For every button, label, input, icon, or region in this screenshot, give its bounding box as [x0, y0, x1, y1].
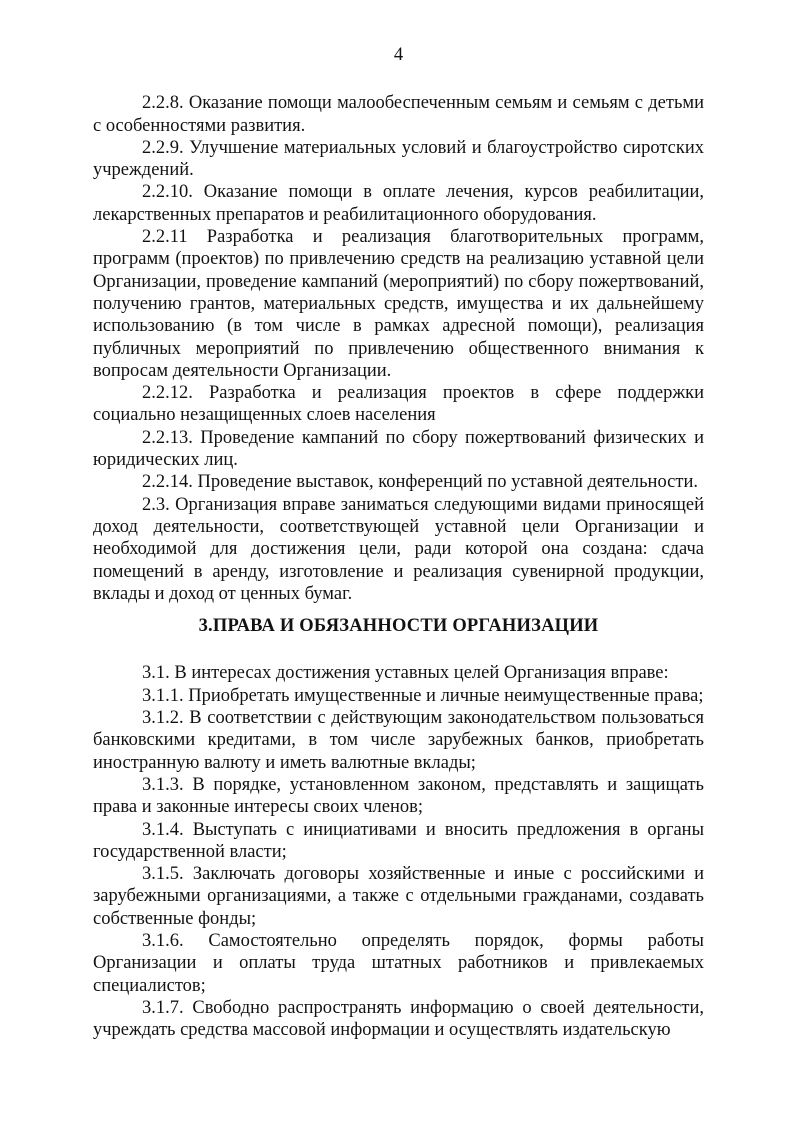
paragraph: 3.1.6. Самостоятельно определять порядок, формы работы Организации и оплаты труда штатных работников и привлекаемых специалистов; — [93, 930, 704, 996]
paragraph: 2.2.8. Оказание помощи малообеспеченным семьям и семьям с детьми с особенностями развития. — [93, 93, 704, 136]
paragraph: 3.1.1. Приобретать имущественные и личные неимущественные права; — [142, 685, 704, 706]
paragraph: 2.2.13. Проведение кампаний по сбору пожертвований физических и юридических лиц. — [93, 427, 704, 471]
paragraph: 3.1.2. В соответствии с действующим законодательством пользоваться банковскими кредитами, в том числе зарубежных банков, приобретать иностранную валюту и иметь валютные вклады; — [93, 708, 704, 773]
paragraph: 2.2.10. Оказание помощи в оплате лечения, курсов реабилитации, лекарственных препаратов и реабилитационного оборудования. — [93, 182, 704, 225]
document-body — [93, 92, 704, 1041]
paragraph: 3.1.3. В порядке, установленном законом, представлять и защищать права и законные интересы своих членов; — [93, 774, 704, 818]
paragraph: 2.2.11 Разработка и реализация благотворительных программ, программ (проектов) по привлечению средств на реализацию уставной цели Организации, проведение кампаний (мероприятий) по сбору пожертвований, получению грантов, материальных средств, имущества и их дальнейшему использованию (в том числе в рамках адресной помощи), реализация публичных мероприятий по привлечению общественного внимания к вопросам деятельности Организации. — [93, 227, 704, 381]
paragraph: 2.3. Организация вправе заниматься следующими видами приносящей доход деятельности, соответствующей уставной цели Организации и необходимой для достижения цели, ради которой она создана: сдача помещений в аренду, изготовление и реализация сувенирной продукции, вклады и доход от ценных бумаг. — [93, 494, 704, 604]
paragraph: 3.1. В интересах достижения уставных целей Организация вправе: — [142, 663, 669, 684]
paragraph: 3.1.5. Заключать договоры хозяйственные и иные с российскими и зарубежными организациями, а также с отдельными гражданами, создавать собственные фонды; — [93, 864, 704, 929]
paragraph: 3.1.7. Свободно распространять информацию о своей деятельности, учреждать средства массовой информации и осуществлять издательскую — [93, 997, 704, 1041]
section-heading: 3.ПРАВА И ОБЯЗАННОСТИ ОРГАНИЗАЦИИ — [198, 616, 599, 637]
paragraph: 2.2.12. Разработка и реализация проектов в сфере поддержки социально незащищенных слоев населения — [93, 383, 704, 426]
page-number: 4 — [393, 45, 404, 65]
paragraph: 3.1.4. Выступать с инициативами и вносить предложения в органы государственной власти; — [93, 819, 704, 862]
paragraph: 2.2.9. Улучшение материальных условий и благоустройство сиротских учреждений. — [93, 137, 704, 181]
paragraph: 2.2.14. Проведение выставок, конференций по уставной деятельности. — [142, 472, 698, 493]
